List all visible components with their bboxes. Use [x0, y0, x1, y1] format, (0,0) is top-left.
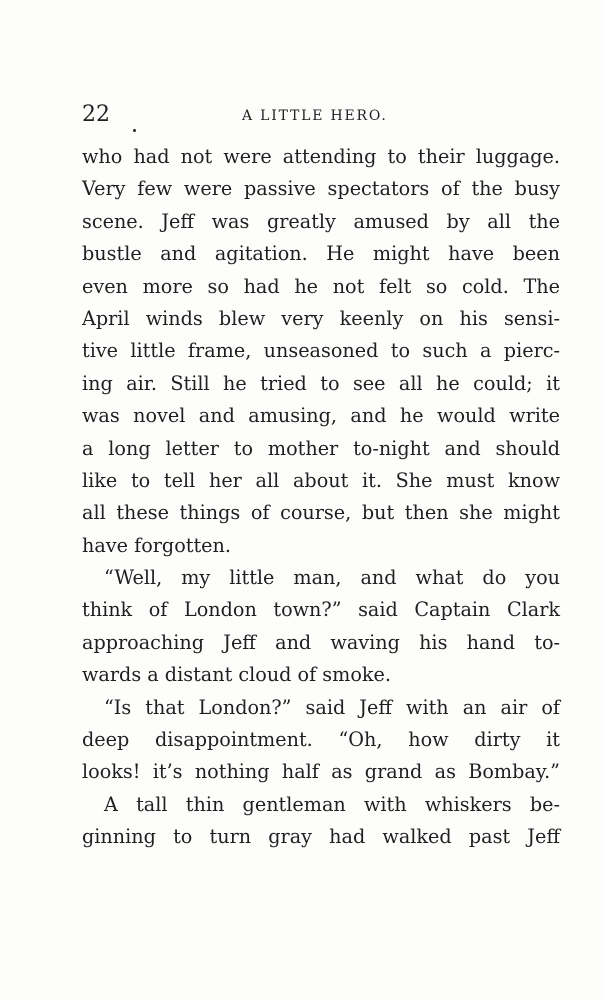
body-text	[82, 141, 560, 854]
text-line: tive little frame, unseasoned to such a pierc-	[82, 339, 560, 363]
text-line: like to tell her all about it. She must know	[82, 468, 560, 492]
text-line: have forgotten.	[82, 533, 231, 557]
text-line: even more so had he not felt so cold. The	[82, 274, 560, 298]
text-line: April winds blew very keenly on his sensi-	[82, 306, 560, 330]
running-title: A LITTLE HERO.	[242, 108, 388, 124]
print-speck	[133, 129, 136, 132]
text-line: A tall thin gentleman with whiskers be-	[104, 792, 560, 816]
text-line: Very few were passive spectators of the busy	[82, 177, 560, 201]
text-line: deep disappointment. “Oh, how dirty it	[82, 728, 560, 752]
page-number: 22	[82, 102, 110, 127]
text-line: scene. Jeff was greatly amused by all the	[82, 209, 560, 233]
text-line: think of London town?” said Captain Clark	[82, 598, 560, 622]
text-line: wards a distant cloud of smoke.	[82, 663, 391, 687]
text-line: ing air. Still he tried to see all he could; it	[82, 371, 560, 395]
text-line: bustle and agitation. He might have been	[82, 242, 560, 266]
text-line: all these things of course, but then she might	[82, 501, 560, 525]
text-line: who had not were attending to their luggage.	[82, 145, 560, 168]
text-line: “Well, my little man, and what do you	[104, 566, 560, 590]
text-line: a long letter to mother to-night and should	[82, 436, 560, 460]
text-line: ginning to turn gray had walked past Jeff	[82, 825, 560, 849]
text-line: “Is that London?” said Jeff with an air of	[104, 695, 560, 719]
text-line: approaching Jeff and waving his hand to-	[82, 630, 560, 654]
text-line: looks! it’s nothing half as grand as Bombay.”	[82, 760, 560, 784]
running-head	[82, 102, 560, 132]
text-line: was novel and amusing, and he would write	[82, 404, 560, 428]
